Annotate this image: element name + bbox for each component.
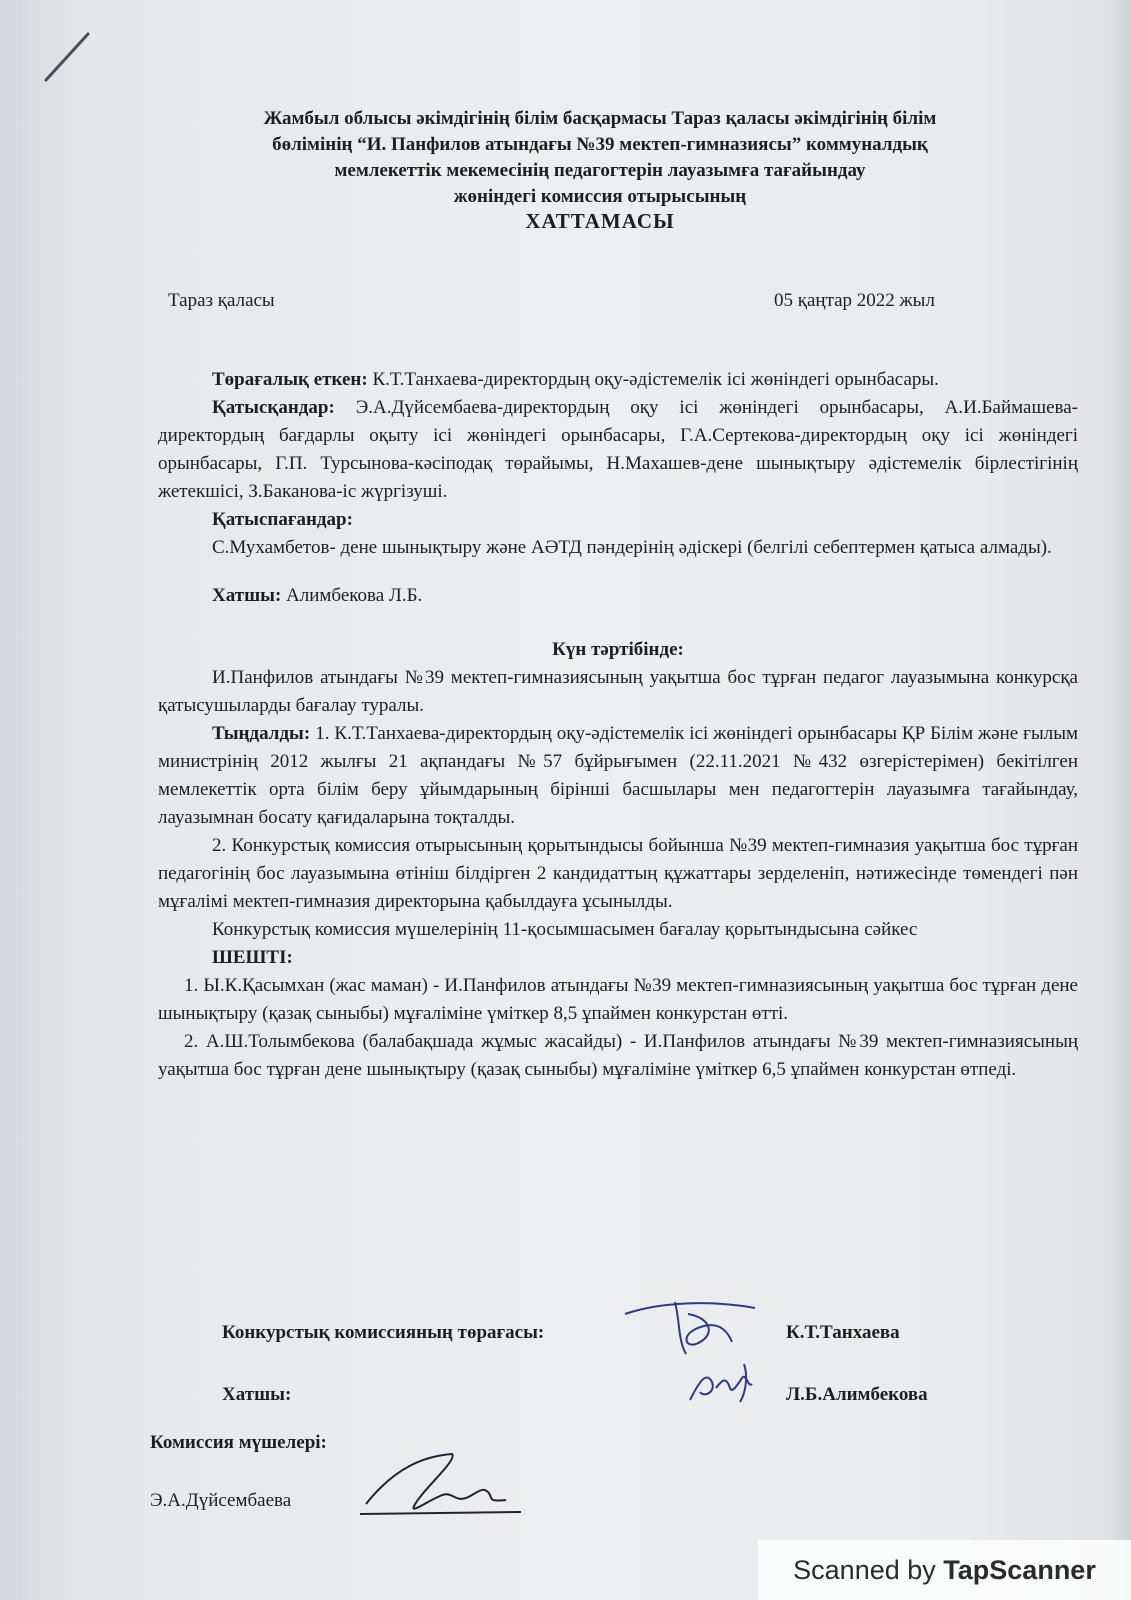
pen-stroke-mark <box>38 28 98 88</box>
header-line-2: бөлімінің “И. Панфилов атындағы №39 мектеп-гимназиясы” коммуналдық <box>272 134 928 155</box>
header-line-3: мемлекеттік мекемесінің педагогтерін лауазымға тағайындау <box>334 160 866 181</box>
chair-signature-label: Конкурстық комиссияның төрағасы: <box>222 1322 545 1343</box>
document-title: ХАТТАМАСЫ <box>525 209 675 233</box>
place-label: Тараз қаласы <box>168 290 275 311</box>
chair-label: Төрағалық еткен: <box>212 369 368 390</box>
absent-text: С.Мухамбетов- дене шынықтыру және АӘТД пәндерінің әдіскері (белгілі себептермен қатыса алмады). <box>212 537 1052 558</box>
secretary-paragraph <box>158 582 1078 610</box>
member-1-signature-mark <box>356 1446 526 1526</box>
document-body <box>158 366 1078 1084</box>
page-edge-shadow <box>1109 0 1131 1600</box>
scanner-watermark <box>758 1540 1131 1600</box>
member-1-name: Э.А.Дүйсембаева <box>150 1490 292 1511</box>
absent-label: Қатыспағандар: <box>212 509 353 530</box>
heard-paragraph <box>158 720 1078 832</box>
secretary-label: Хатшы: <box>212 585 282 606</box>
secretary-signature-label: Хатшы: <box>222 1384 292 1405</box>
heard-item-3: Конкурстық комиссия мүшелерінің 11-қосымшасымен бағалау қорытындысына сәйкес <box>212 919 918 940</box>
commission-members-label: Комиссия мүшелері: <box>150 1432 327 1453</box>
date-label: 05 қаңтар 2022 жыл <box>774 290 935 311</box>
attendees-text: Э.А.Дүйсембаева-директордың оқу ісі жөніндегі орынбасары, А.И.Баймашева-директордың бағдарлы оқыту ісі жөніндегі орынбасары, Г.А.Сертекова-директордың оқу ісі жөніндегі орынбасары, Г.П. Турсынова-кәсіподақ төрайымы, Н.Махашев-дене шынықтыру әдістемелік бірлестігінің жетекшісі, З.Баканова-іс жүргізуші. <box>158 397 1078 502</box>
decision-label: ШЕШТІ: <box>212 947 293 968</box>
watermark-brand: TapScanner <box>943 1555 1096 1585</box>
decision-item-2: 2. А.Ш.Толымбекова (балабақшада жұмыс жасайды) - И.Панфилов атындағы №39 мектеп-гимназиясының уақытша бос тұрған дене шынықтыру (қазақ сыныбы) мұғаліміне үміткер 6,5 ұпаймен конкурстан өтпеді. <box>158 1031 1078 1080</box>
agenda-heading: Күн тәртібінде: <box>552 639 684 660</box>
secretary-signature-mark <box>686 1354 766 1408</box>
heard-item-2: 2. Конкурстық комиссия отырысының қорытындысы бойынша №39 мектеп-гимназия уақытша бос тұрған педагогінің бос лауазымына өтініш білдірген 2 кандидаттың құжаттары зерделеніп, нәтижесінде төмендегі пән мұғалімі мектеп-гимназия директорына қабылдауға ұсынылды. <box>158 835 1078 912</box>
heard-label: Тыңдалды: <box>212 723 311 744</box>
chair-paragraph <box>158 366 1078 394</box>
document-header <box>150 106 1050 234</box>
secretary-name: Алимбекова Л.Б. <box>286 585 423 606</box>
secretary-signature-name: Л.Б.Алимбекова <box>786 1384 928 1405</box>
chair-text: К.Т.Танхаева-директордың оқу-әдістемелік ісі жөніндегі орынбасары. <box>372 369 939 390</box>
header-line-4: жөніндегі комиссия отырысының <box>453 186 747 207</box>
attendees-paragraph <box>158 394 1078 506</box>
decision-item-1: 1. Ы.К.Қасымхан (жас маман) - И.Панфилов атындағы №39 мектеп-гимназиясының уақытша бос тұрған дене шынықтыру (қазақ сыныбы) мұғаліміне үміткер 8,5 ұпаймен конкурстан өтті. <box>158 975 1078 1024</box>
heard-item-1: 1. К.Т.Танхаева-директордың оқу-әдістемелік ісі жөніндегі орынбасары ҚР Білім және ғылым министрінің 2012 жылғы 21 ақпандағы №57 бұйрығымен (22.11.2021 №432 өзгерістерімен) бекітілген мемлекеттік орта білім беру ұйымдарының бірінші басшылары мен педагогтерін лауазымға тағайындау, лауазымнан босату қағидаларына тоқталды. <box>158 723 1079 828</box>
agenda-text: И.Панфилов атындағы №39 мектеп-гимназиясының уақытша бос тұрған педагог лауазымына конкурсқа қатысушыларды бағалау туралы. <box>158 667 1078 716</box>
chair-signature-name: К.Т.Танхаева <box>786 1322 900 1343</box>
watermark-prefix: Scanned by <box>793 1555 936 1585</box>
header-line-1: Жамбыл облысы әкімдігінің білім басқармасы Тараз қаласы әкімдігінің білім <box>263 108 937 129</box>
attendees-label: Қатысқандар: <box>212 397 335 418</box>
